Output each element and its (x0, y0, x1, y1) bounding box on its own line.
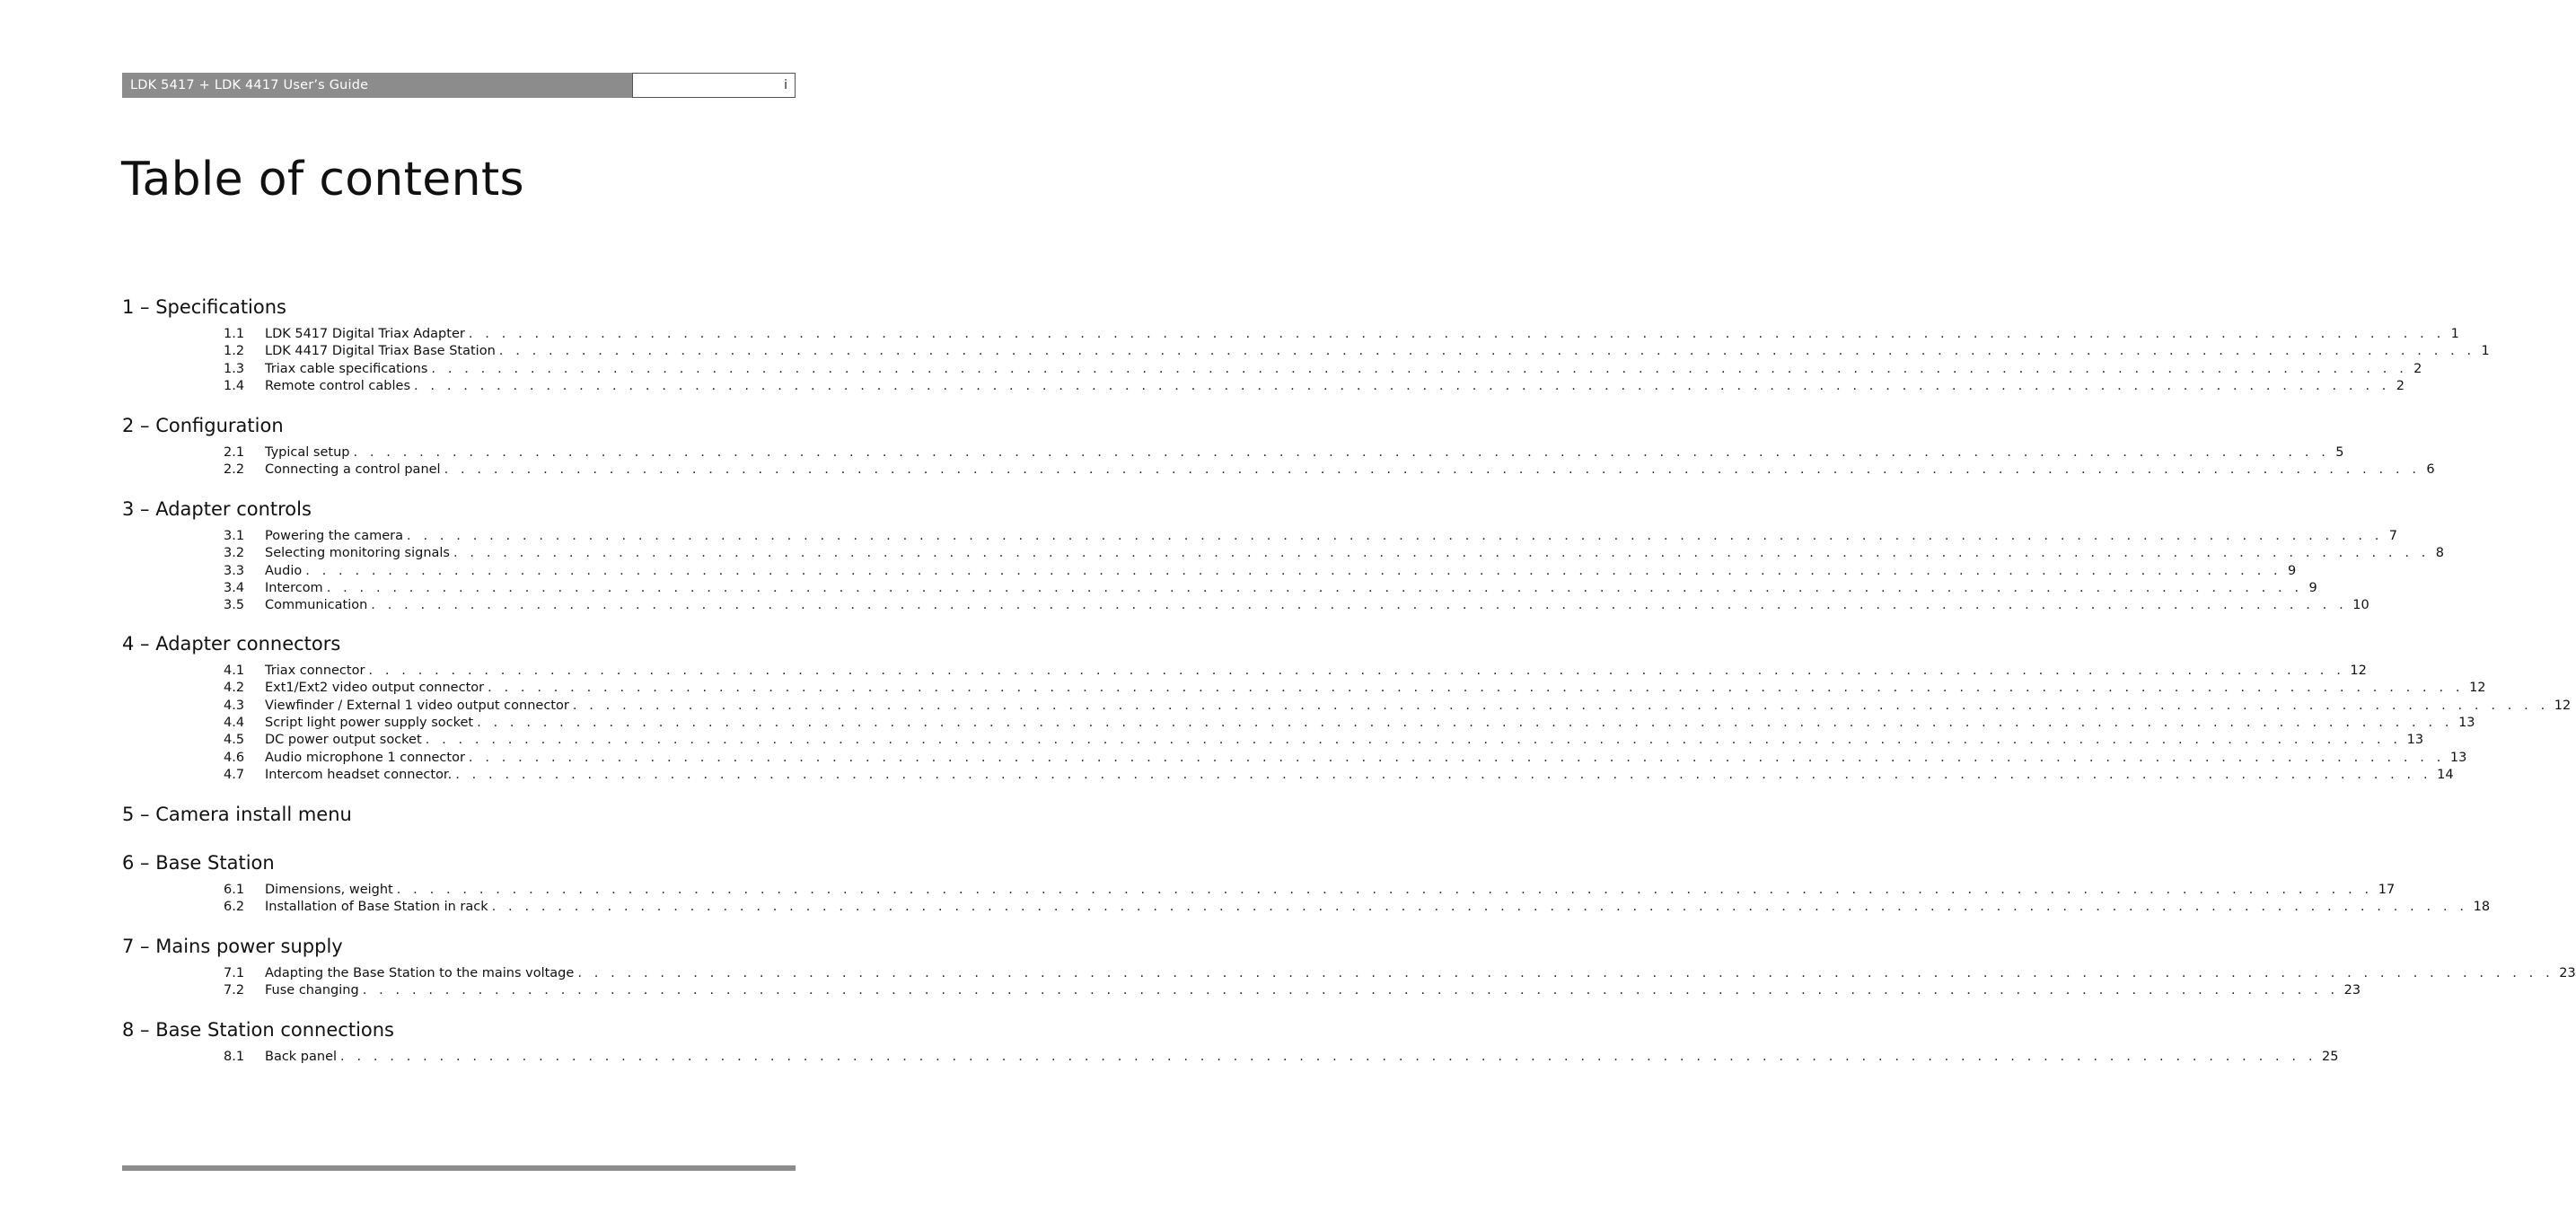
toc-entry[interactable] (224, 326, 2459, 343)
entry-title: Selecting monitoring signals (265, 546, 450, 561)
dot-leader: . . . . . . . . . . . . . . . . . . . . . . . . . . . . . . . . . . . . . . . . . . . . . . . . . . . . . . . . . . . . . . . . . . . . . . . . . . . . . . . . . . . . . . . . . . . . . . . . . . . . . . . . . . . . . . . . . . . . . . . . (362, 983, 2339, 998)
toc-entry[interactable] (224, 663, 2367, 680)
entry-title: Script light power supply socket (265, 715, 474, 730)
toc-entry[interactable] (224, 361, 2422, 378)
entry-number: 4.1 (224, 664, 245, 678)
toc-entry[interactable] (224, 882, 2396, 899)
entry-title: Dimensions, weight (265, 883, 393, 897)
toc-entry[interactable] (224, 750, 2467, 767)
footer-rule (122, 1165, 796, 1171)
entry-number: 7.2 (224, 983, 245, 998)
toc-entry[interactable] (224, 899, 2491, 916)
entry-page-number: 13 (2449, 750, 2467, 765)
entry-number: 3.3 (224, 563, 245, 578)
toc-entry[interactable] (224, 378, 2405, 395)
entry-number: 1.4 (224, 378, 245, 393)
entry-number: 4.4 (224, 715, 245, 730)
entry-number: 1.1 (224, 327, 245, 341)
entry-title: LDK 4417 Digital Triax Base Station (265, 344, 496, 359)
entry-number: 3.1 (224, 529, 245, 543)
section-title[interactable]: 2 – Configuration (122, 415, 284, 436)
dot-leader: . . . . . . . . . . . . . . . . . . . . . . . . . . . . . . . . . . . . . . . . . . . . . . . . . . . . . . . . . . . . . . . . . . . . . . . . . . . . . . . . . . . . . . . . . . . . . . . . . . . . . . . . . . . . . . . . . . . . . . . . (444, 462, 2421, 478)
entry-title: Remote control cables (265, 378, 410, 393)
toc-entry[interactable] (224, 680, 2486, 697)
section-title[interactable]: 5 – Camera install menu (122, 804, 352, 825)
entry-number: 6.2 (224, 900, 245, 915)
entry-page-number: 18 (2473, 900, 2491, 915)
entry-page-number: 6 (2426, 462, 2435, 478)
entry-title: LDK 5417 Digital Triax Adapter (265, 327, 465, 341)
dot-leader: . . . . . . . . . . . . . . . . . . . . . . . . . . . . . . . . . . . . . . . . . . . . . . . . . . . . . . . . . . . . . . . . . . . . . . . . . . . . . . . . . . . . . . . . . . . . . . . . . . . . . . . . . . . . . . . . . . . . . . . . (572, 698, 2549, 713)
page-title: Table of contents (121, 153, 524, 207)
entry-title: Triax connector (265, 664, 365, 678)
entry-page-number: 12 (2350, 664, 2367, 678)
dot-leader: . . . . . . . . . . . . . . . . . . . . . . . . . . . . . . . . . . . . . . . . . . . . . . . . . . . . . . . . . . . . . . . . . . . . . . . . . . . . . . . . . . . . . . . . . . . . . . . . . . . . . . . . . . . . . . . . . . . . . . . . (431, 361, 2408, 376)
entry-title: Installation of Base Station in rack (265, 900, 488, 915)
dot-leader: . . . . . . . . . . . . . . . . . . . . . . . . . . . . . . . . . . . . . . . . . . . . . . . . . . . . . . . . . . . . . . . . . . . . . . . . . . . . . . . . . . . . . . . . . . . . . . . . . . . . . . . . . . . . . . . . . . . . . . . . (577, 966, 2554, 980)
entry-page-number: 13 (2406, 733, 2424, 748)
entry-page-number: 1 (2450, 327, 2459, 341)
toc-entry[interactable] (224, 528, 2398, 545)
dot-leader: . . . . . . . . . . . . . . . . . . . . . . . . . . . . . . . . . . . . . . . . . . . . . . . . . . . . . . . . . . . . . . . . . . . . . . . . . . . . . . . . . . . . . . . . . . . . . . . . . . . . . . . . . . . . . . . . . . . . . . . . (340, 1050, 2317, 1064)
entry-page-number: 10 (2352, 598, 2369, 613)
running-header (122, 73, 796, 98)
toc-entry[interactable] (224, 1049, 2339, 1066)
entry-title: Fuse changing (265, 983, 359, 998)
entry-page-number: 25 (2322, 1050, 2339, 1064)
entry-number: 1.3 (224, 361, 245, 376)
entry-page-number: 23 (2343, 983, 2361, 998)
entry-number: 6.1 (224, 883, 245, 897)
section-title[interactable]: 3 – Adapter controls (122, 498, 312, 520)
entry-number: 8.1 (224, 1050, 245, 1064)
section-title[interactable]: 1 – Specifications (122, 296, 286, 318)
dot-leader: . . . . . . . . . . . . . . . . . . . . . . . . . . . . . . . . . . . . . . . . . . . . . . . . . . . . . . . . . . . . . . . . . . . . . . . . . . . . . . . . . . . . . . . . . . . . . . . . . . . . . . . . . . . . . . . . . . . . . . . . (326, 580, 2303, 595)
entry-number: 2.1 (224, 445, 245, 460)
entry-title: Connecting a control panel (265, 462, 441, 478)
entry-page-number: 9 (2308, 580, 2317, 595)
entry-title: Intercom (265, 580, 323, 595)
toc-entry[interactable] (224, 343, 2490, 360)
dot-leader: . . . . . . . . . . . . . . . . . . . . . . . . . . . . . . . . . . . . . . . . . . . . . . . . . . . . . . . . . . . . . . . . . . . . . . . . . . . . . . . . . . . . . . . . . . . . . . . . . . . . . . . . . . . . . . . . . . . . . . . . (488, 681, 2465, 696)
entry-title: Communication (265, 598, 368, 613)
dot-leader: . . . . . . . . . . . . . . . . . . . . . . . . . . . . . . . . . . . . . . . . . . . . . . . . . . . . . . . . . . . . . . . . . . . . . . . . . . . . . . . . . . . . . . . . . . . . . . . . . . . . . . . . . . . . . . . . . . . . . . . . (414, 378, 2390, 393)
entry-number: 4.6 (224, 750, 245, 765)
entry-number: 3.5 (224, 598, 245, 613)
entry-title: Intercom headset connector. (265, 767, 453, 782)
dot-leader: . . . . . . . . . . . . . . . . . . . . . . . . . . . . . . . . . . . . . . . . . . . . . . . . . . . . . . . . . . . . . . . . . . . . . . . . . . . . . . . . . . . . . . . . . . . . . . . . . . . . . . . . . . . . . . . . . . . . . . . . (407, 529, 2384, 543)
entry-page-number: 9 (2287, 563, 2297, 578)
entry-title: Viewfinder / External 1 video output connector (265, 698, 569, 713)
entry-title: Audio (265, 563, 303, 578)
header-page-number: i (632, 73, 796, 98)
entry-page-number: 7 (2388, 529, 2398, 543)
entry-title: Ext1/Ext2 video output connector (265, 681, 485, 696)
entry-page-number: 17 (2378, 883, 2396, 897)
entry-page-number: 2 (2396, 378, 2405, 393)
entry-number: 2.2 (224, 462, 245, 478)
dot-leader: . . . . . . . . . . . . . . . . . . . . . . . . . . . . . . . . . . . . . . . . . . . . . . . . . . . . . . . . . . . . . . . . . . . . . . . . . . . . . . . . . . . . . . . . . . . . . . . . . . . . . . . . . . . . . . . . . . . . . . . . (498, 344, 2475, 359)
dot-leader: . . . . . . . . . . . . . . . . . . . . . . . . . . . . . . . . . . . . . . . . . . . . . . . . . . . . . . . . . . . . . . . . . . . . . . . . . . . . . . . . . . . . . . . . . . . . . . . . . . . . . . . . . . . . . . . . . . . . . . . . (477, 715, 2454, 730)
entry-title: Back panel (265, 1050, 338, 1064)
entry-number: 4.2 (224, 681, 245, 696)
toc-entry[interactable] (224, 580, 2317, 597)
entry-number: 3.2 (224, 546, 245, 561)
dot-leader: . . . . . . . . . . . . . . . . . . . . . . . . . . . . . . . . . . . . . . . . . . . . . . . . . . . . . . . . . . . . . . . . . . . . . . . . . . . . . . . . . . . . . . . . . . . . . . . . . . . . . . . . . . . . . . . . . . . . . . . . (371, 598, 2348, 613)
entry-title: Adapting the Base Station to the mains voltage (265, 966, 575, 980)
toc-entry[interactable] (224, 982, 2361, 999)
toc-entry[interactable] (224, 732, 2424, 749)
dot-leader: . . . . . . . . . . . . . . . . . . . . . . . . . . . . . . . . . . . . . . . . . . . . . . . . . . . . . . . . . . . . . . . . . . . . . . . . . . . . . . . . . . . . . . . . . . . . . . . . . . . . . . . . . . . . . . . . . . . . . . . . (353, 445, 2330, 460)
entry-page-number: 2 (2413, 361, 2422, 376)
entry-number: 4.3 (224, 698, 245, 713)
toc-entry[interactable] (224, 715, 2475, 732)
dot-leader: . . . . . . . . . . . . . . . . . . . . . . . . . . . . . . . . . . . . . . . . . . . . . . . . . . . . . . . . . . . . . . . . . . . . . . . . . . . . . . . . . . . . . . . . . . . . . . . . . . . . . . . . . . . . . . . . . . . . . . . . (453, 546, 2430, 561)
entry-page-number: 14 (2437, 767, 2454, 782)
entry-title: Audio microphone 1 connector (265, 750, 465, 765)
entry-number: 1.2 (224, 344, 245, 359)
dot-leader: . . . . . . . . . . . . . . . . . . . . . . . . . . . . . . . . . . . . . . . . . . . . . . . . . . . . . . . . . . . . . . . . . . . . . . . . . . . . . . . . . . . . . . . . . . . . . . . . . . . . . . . . . . . . . . . . . . . . . . . . (468, 750, 2445, 765)
entry-number: 4.5 (224, 733, 245, 748)
dot-leader: . . . . . . . . . . . . . . . . . . . . . . . . . . . . . . . . . . . . . . . . . . . . . . . . . . . . . . . . . . . . . . . . . . . . . . . . . . . . . . . . . . . . . . . . . . . . . . . . . . . . . . . . . . . . . . . . . . . . . . . . (425, 733, 2402, 748)
toc-entry[interactable] (224, 698, 2572, 715)
entry-page-number: 1 (2481, 344, 2490, 359)
dot-leader: . . . . . . . . . . . . . . . . . . . . . . . . . . . . . . . . . . . . . . . . . . . . . . . . . . . . . . . . . . . . . . . . . . . . . . . . . . . . . . . . . . . . . . . . . . . . . . . . . . . . . . . . . . . . . . . . . . . . . . . . (491, 900, 2468, 915)
dot-leader: . . . . . . . . . . . . . . . . . . . . . . . . . . . . . . . . . . . . . . . . . . . . . . . . . . . . . . . . . . . . . . . . . . . . . . . . . . . . . . . . . . . . . . . . . . . . . . . . . . . . . . . . . . . . . . . . . . . . . . . . (468, 327, 2445, 341)
dot-leader: . . . . . . . . . . . . . . . . . . . . . . . . . . . . . . . . . . . . . . . . . . . . . . . . . . . . . . . . . . . . . . . . . . . . . . . . . . . . . . . . . . . . . . . . . . . . . . . . . . . . . . . . . . . . . . . . . . . . . . . . (455, 767, 2432, 782)
dot-leader: . . . . . . . . . . . . . . . . . . . . . . . . . . . . . . . . . . . . . . . . . . . . . . . . . . . . . . . . . . . . . . . . . . . . . . . . . . . . . . . . . . . . . . . . . . . . . . . . . . . . . . . . . . . . . . . . . . . . . . . . (305, 563, 2282, 578)
section-title[interactable]: 8 – Base Station connections (122, 1019, 395, 1041)
section-title[interactable]: 7 – Mains power supply (122, 936, 343, 957)
entry-number: 7.1 (224, 966, 245, 980)
toc-entry[interactable] (224, 563, 2297, 580)
toc-entry[interactable] (224, 444, 2344, 461)
section-title[interactable]: 6 – Base Station (122, 852, 275, 874)
entry-page-number: 5 (2335, 445, 2344, 460)
entry-title: Triax cable specifications (265, 361, 428, 376)
dot-leader: . . . . . . . . . . . . . . . . . . . . . . . . . . . . . . . . . . . . . . . . . . . . . . . . . . . . . . . . . . . . . . . . . . . . . . . . . . . . . . . . . . . . . . . . . . . . . . . . . . . . . . . . . . . . . . . . . . . . . . . . (396, 883, 2373, 897)
section-title[interactable]: 4 – Adapter connectors (122, 633, 341, 655)
toc-entry[interactable] (224, 965, 2576, 982)
entry-page-number: 12 (2554, 698, 2572, 713)
toc-entry[interactable] (224, 461, 2435, 479)
toc-entry[interactable] (224, 767, 2454, 784)
entry-page-number: 13 (2458, 715, 2475, 730)
entry-number: 3.4 (224, 580, 245, 595)
entry-title: Typical setup (265, 445, 350, 460)
entry-title: Powering the camera (265, 529, 404, 543)
entry-page-number: 8 (2435, 546, 2444, 561)
entry-number: 4.7 (224, 767, 245, 782)
toc-entry[interactable] (224, 597, 2369, 614)
toc-entry[interactable] (224, 545, 2444, 562)
entry-title: DC power output socket (265, 733, 422, 748)
header-guide-title: LDK 5417 + LDK 4417 User’s Guide (122, 73, 632, 98)
dot-leader: . . . . . . . . . . . . . . . . . . . . . . . . . . . . . . . . . . . . . . . . . . . . . . . . . . . . . . . . . . . . . . . . . . . . . . . . . . . . . . . . . . . . . . . . . . . . . . . . . . . . . . . . . . . . . . . . . . . . . . . . (368, 664, 2345, 678)
entry-page-number: 23 (2559, 966, 2576, 980)
entry-page-number: 12 (2469, 681, 2486, 696)
